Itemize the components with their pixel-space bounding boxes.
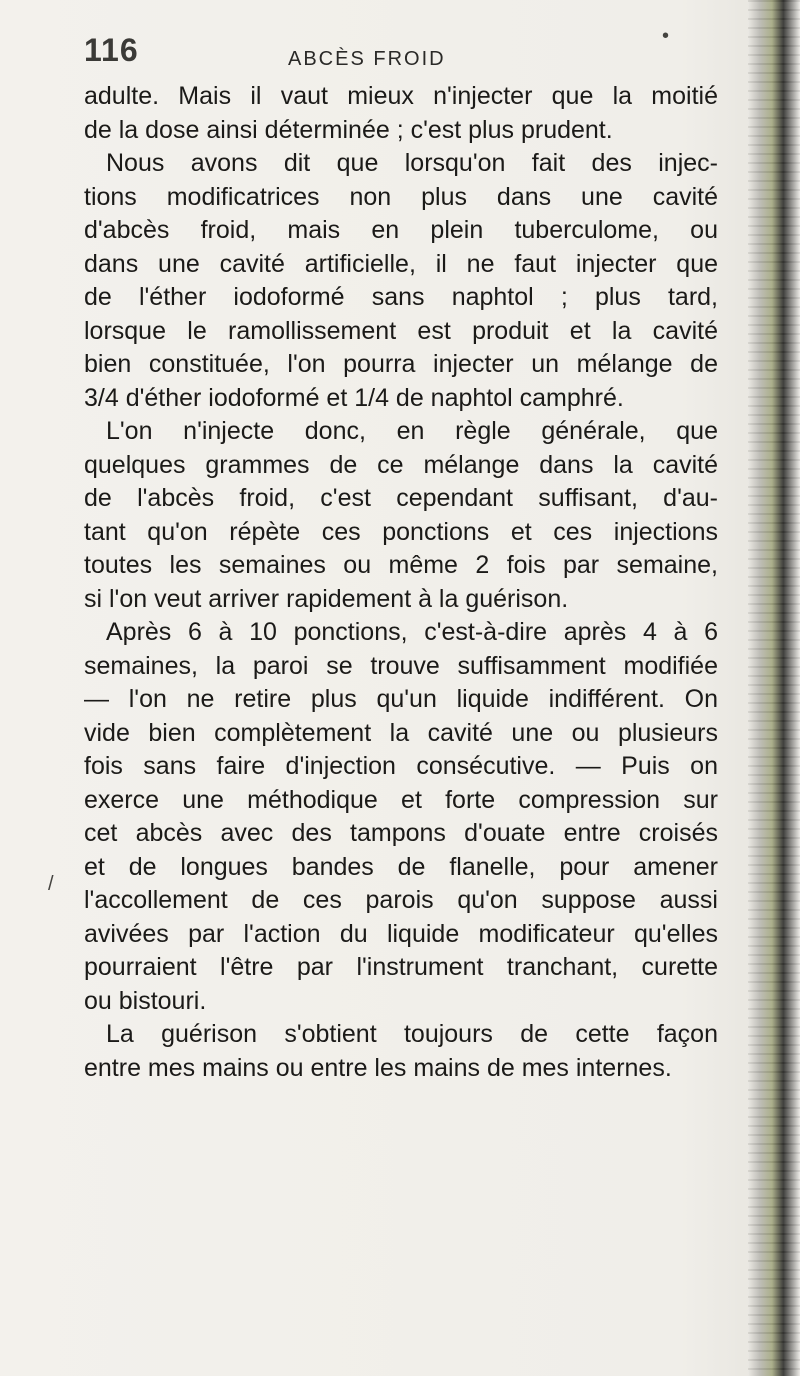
- paragraph-2-line-4: dans une cavité artificielle, il ne faut injecter que: [84, 249, 718, 278]
- paragraph-4-line-11: pourraient l'être par l'instrument tranchant, curette: [84, 953, 718, 981]
- paragraph-3-line-2: quelques grammes de ce mélange dans la cavité: [84, 450, 718, 479]
- paragraph-4-line-6: exerce une méthodique et forte compression sur: [84, 785, 718, 814]
- paragraph-4-line-4: vide bien complètement la cavité une ou plusieurs: [84, 718, 718, 747]
- running-head: ABCÈS FROID: [288, 48, 446, 70]
- paragraph-1-line-2: de la dose ainsi déterminée ; c'est plus prudent.: [84, 115, 613, 144]
- paragraph-3-line-5: toutes les semaines ou même 2 fois par semaine,: [84, 551, 718, 579]
- paragraph-5-line-2: entre mes mains ou entre les mains de mes internes.: [84, 1053, 672, 1082]
- paragraph-3-line-4: tant qu'on répète ces ponctions et ces injections: [84, 517, 718, 546]
- paragraph-2-line-5: de l'éther iodoformé sans naphtol ; plus tard,: [84, 283, 718, 311]
- page-number: 116: [84, 32, 139, 68]
- margin-mark: /: [48, 873, 54, 895]
- paragraph-4-line-12: ou bistouri.: [84, 986, 207, 1015]
- paragraph-4-line-10: avivées par l'action du liquide modificateur qu'elles: [84, 919, 718, 948]
- paragraph-4-line-1: Après 6 à 10 ponctions, c'est-à-dire après 4 à 6: [106, 618, 718, 646]
- paragraph-2-line-6: lorsque le ramollissement est produit et la cavité: [84, 316, 718, 345]
- body-text: [84, 80, 718, 1085]
- paragraph-4-line-5: fois sans faire d'injection consécutive. — Puis on: [84, 752, 718, 780]
- paragraph-2-line-8: 3/4 d'éther iodoformé et 1/4 de naphtol camphré.: [84, 383, 624, 412]
- paragraph-5-line-1: La guérison s'obtient toujours de cette façon: [106, 1020, 718, 1048]
- paragraph-1-line-1: adulte. Mais il vaut mieux n'injecter que la moitié: [84, 82, 718, 110]
- paragraph-4-line-7: cet abcès avec des tampons d'ouate entre croisés: [84, 819, 718, 847]
- corner-mark: •: [662, 25, 670, 47]
- paragraph-3-line-3: de l'abcès froid, c'est cependant suffisant, d'au-: [84, 484, 718, 512]
- paragraph-2-line-3: d'abcès froid, mais en plein tuberculome, ou: [84, 216, 718, 244]
- paragraph-3-line-1: L'on n'injecte donc, en règle générale, que: [106, 417, 718, 445]
- paragraph-2-line-2: tions modificatrices non plus dans une cavité: [84, 182, 718, 211]
- paragraph-4-line-3: — l'on ne retire plus qu'un liquide indifférent. On: [84, 685, 718, 713]
- paragraph-4-line-9: l'accollement de ces parois qu'on suppose aussi: [84, 886, 718, 914]
- paragraph-4-line-2: semaines, la paroi se trouve suffisamment modifiée: [84, 651, 718, 680]
- paragraph-3-line-6: si l'on veut arriver rapidement à la guérison.: [84, 584, 569, 613]
- paragraph-2-line-7: bien constituée, l'on pourra injecter un mélange de: [84, 350, 718, 378]
- paragraph-4-line-8: et de longues bandes de flanelle, pour amener: [84, 852, 718, 881]
- scanned-page-edge: [748, 0, 800, 1376]
- paragraph-2-line-1: Nous avons dit que lorsqu'on fait des injec-: [106, 149, 718, 177]
